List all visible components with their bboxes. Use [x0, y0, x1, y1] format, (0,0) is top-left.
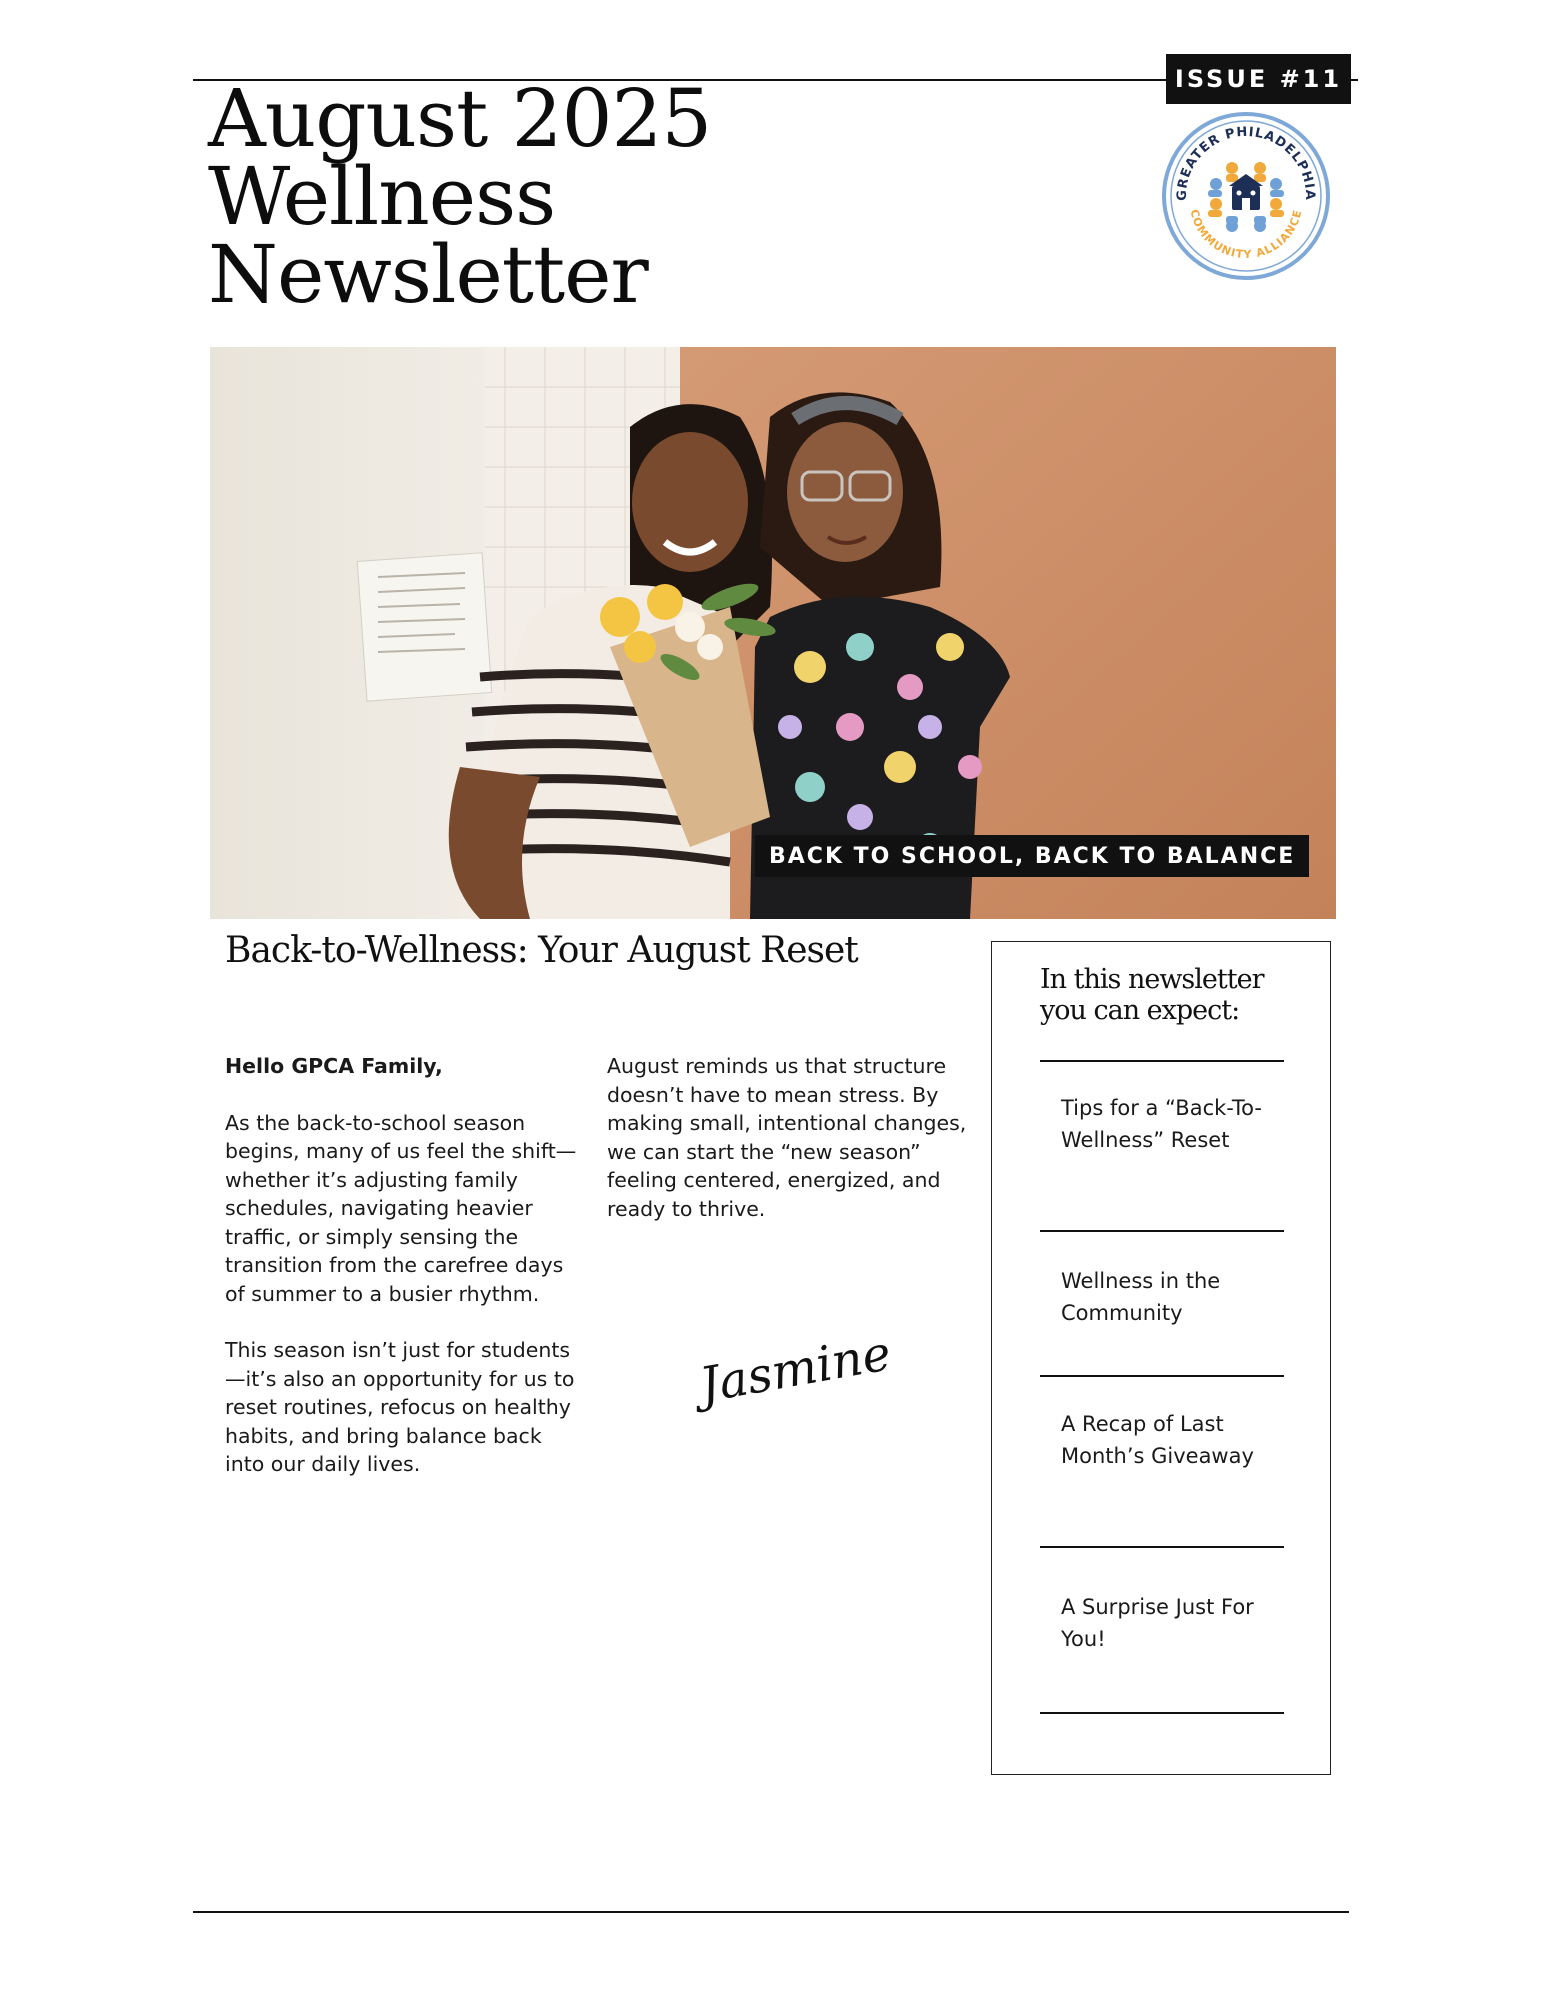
footer-rule [193, 1911, 1349, 1913]
article-paragraph: As the back-to-school season begins, many of us feel the shift—whether it’s adjusting family schedules, navigating heavier traffic, or simply sensing the transition from the carefree days of summer to a busier rhythm. [225, 1110, 577, 1306]
title-line: August 2025 [208, 72, 712, 165]
signature [695, 1320, 896, 1430]
toc-item: Tips for a “Back-To-Wellness” Reset [1061, 1096, 1262, 1152]
title-line: Newsletter [208, 228, 648, 321]
toc-divider [1040, 1546, 1284, 1548]
toc-divider [1040, 1712, 1284, 1714]
toc-item: Wellness in the Community [1061, 1269, 1221, 1325]
toc-divider [1040, 1230, 1284, 1232]
toc-item: A Recap of Last Month’s Giveaway [1061, 1412, 1254, 1468]
hero-caption: BACK TO SCHOOL, BACK TO BALANCE [755, 835, 1309, 877]
article-paragraph: This season isn’t just for students—it’s also an opportunity for us to reset routines, refocus on healthy habits, and bring balance back into our daily lives. [225, 1338, 575, 1476]
gpca-logo [1160, 110, 1332, 282]
title-line: Wellness [208, 150, 556, 243]
newsletter-title [208, 72, 848, 321]
signature-text: Jasmine [695, 1325, 896, 1414]
issue-badge: ISSUE #11 [1166, 54, 1351, 104]
toc-heading: In this newsletter you can expect: [1040, 964, 1264, 1026]
hero-photo [210, 347, 1336, 919]
logo-bottom-text: COMMUNITY ALLIANCE [1187, 208, 1305, 262]
article-column-left [225, 1052, 585, 1479]
article-column-right [607, 1052, 967, 1223]
toc-item: A Surprise Just For You! [1061, 1595, 1254, 1651]
toc-divider [1040, 1375, 1284, 1377]
toc-divider [1040, 1060, 1284, 1062]
logo-top-text: GREATER PHILADELPHIA [1174, 124, 1318, 201]
article-paragraph: August reminds us that structure doesn’t have to mean stress. By making small, intentional changes, we can start the “new season” feeling centered, energized, and ready to thrive. [607, 1054, 967, 1221]
greeting: Hello GPCA Family, [225, 1054, 443, 1078]
hero-photo-illustration [210, 347, 1336, 919]
article-heading: Back-to-Wellness: Your August Reset [225, 930, 858, 971]
toc-box [991, 941, 1331, 1775]
